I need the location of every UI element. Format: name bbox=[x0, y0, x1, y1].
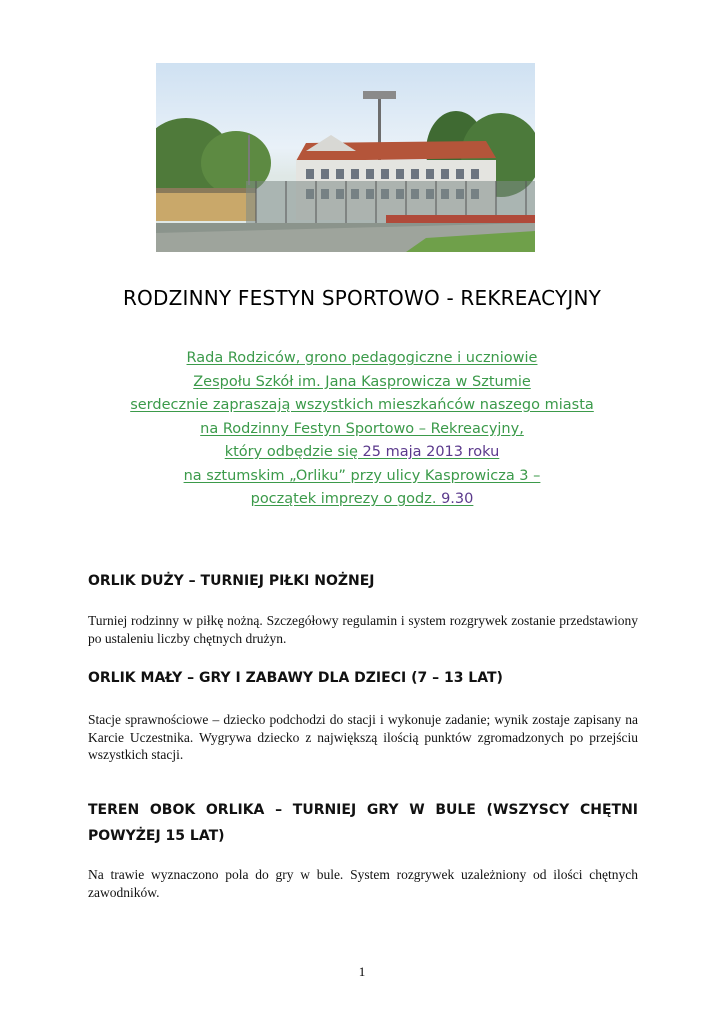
invitation-line: na Rodzinny Festyn Sportowo – Rekreacyjny, bbox=[200, 420, 524, 437]
invitation-time-prefix: początek imprezy o godz. bbox=[250, 491, 442, 507]
section-text: Turniej rodzinny w piłkę nożną. Szczegółowy regulamin i system rozgrywek zostanie przedstawiony po ustaleniu liczby chętnych drużyn. bbox=[88, 613, 638, 646]
event-date: 25 maja 2013 roku bbox=[362, 444, 500, 460]
invitation-line: Rada Rodziców, grono pedagogiczne i uczniowie bbox=[186, 350, 538, 366]
invitation-line-time bbox=[40, 488, 684, 512]
section-heading: ORLIK DUŻY – TURNIEJ PIŁKI NOŻNEJ bbox=[88, 573, 375, 589]
page-title: RODZINNY FESTYN SPORTOWO - REKREACYJNY bbox=[122, 286, 602, 310]
event-time: 9.30 bbox=[441, 491, 474, 507]
section-heading: TEREN OBOK ORLIKA – TURNIEJ GRY W BULE (WSZYSCY CHĘTNI POWYŻEJ 15 LAT) bbox=[88, 802, 638, 844]
school-building-illustration bbox=[156, 63, 535, 252]
page-number: 1 bbox=[358, 964, 366, 979]
invitation-block bbox=[40, 347, 684, 512]
section-text: Stacje sprawnościowe – dziecko podchodzi do stacji i wykonuje zadanie; wynik zostaje zapisany na Karcie Uczestnika. Wygrywa dziecko z największą ilością punktów zgromadzonych po przejściu wszystkich stacji. bbox=[88, 712, 638, 762]
section-text: Na trawie wyznaczono pola do gry w bule. System rozgrywek uzależniony od ilości chętnych zawodników. bbox=[88, 867, 638, 900]
invitation-line-date bbox=[40, 441, 684, 465]
invitation-date-prefix: który odbędzie się bbox=[224, 444, 363, 460]
section-heading: ORLIK MAŁY – GRY I ZABAWY DLA DZIECI (7 – 13 LAT) bbox=[88, 670, 503, 686]
school-photo bbox=[156, 63, 535, 252]
invitation-line: na sztumskim „Orliku” przy ulicy Kasprowicza 3 – bbox=[183, 467, 541, 484]
invitation-line: Zespołu Szkół im. Jana Kasprowicza w Sztumie bbox=[193, 373, 531, 390]
invitation-line: serdecznie zapraszają wszystkich mieszkańców naszego miasta bbox=[130, 397, 594, 413]
